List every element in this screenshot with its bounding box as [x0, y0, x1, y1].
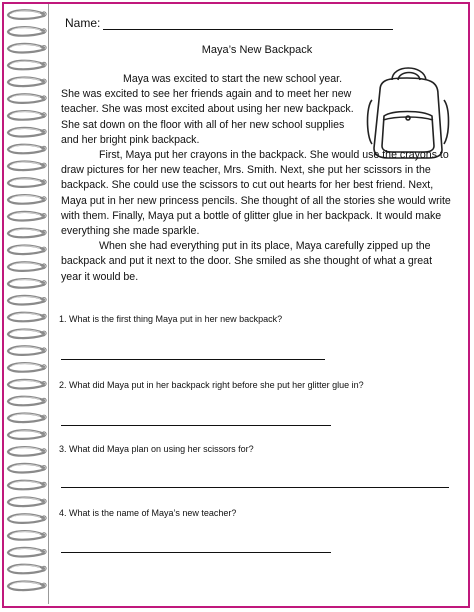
question-4: 4. What is the name of Maya’s new teacher? — [59, 508, 237, 518]
spiral-ring — [8, 245, 44, 254]
spiral-ring — [8, 145, 44, 154]
spiral-ring — [8, 565, 44, 574]
spiral-ring — [8, 413, 44, 422]
spiral-ring — [8, 497, 44, 506]
spiral-ring — [8, 77, 44, 86]
story-text — [61, 72, 455, 285]
spiral-ring — [8, 27, 44, 36]
spiral-binding — [0, 0, 52, 612]
spiral-ring — [8, 94, 44, 103]
story-title: Maya’s New Backpack — [201, 44, 313, 56]
name-label: Name: — [65, 16, 101, 30]
spiral-ring — [8, 296, 44, 305]
spiral-ring — [8, 279, 44, 288]
spiral-ring — [8, 481, 44, 490]
worksheet-sheet — [48, 4, 465, 604]
spiral-ring — [8, 195, 44, 204]
spiral-ring — [8, 10, 44, 19]
spiral-ring — [8, 464, 44, 473]
story-paragraph-1: Maya was excited to start the new school year. She was excited to see her friends again and to meet her new teacher. She was most excited about using her new backpack. She sat down on the floor with all of her new school supplies and her bright pink backpack. — [61, 73, 354, 146]
spiral-ring — [8, 581, 44, 590]
spiral-ring — [8, 531, 44, 540]
name-row — [65, 16, 393, 30]
spiral-ring — [8, 61, 44, 70]
story-paragraph-2: First, Maya put her crayons in the backpack. She would use the crayons to draw pictures for her new teacher, Mrs. Smith. Next, she put her scissors in the backpack. She could use the scissors to cut out hearts for her best friend. Next, Maya put in her new princess pencils. She thought of all the stories she would write with them. Finally, Maya put a bottle of glitter glue in her backpack. It would make everything she made sparkle. — [61, 149, 451, 238]
answer-line-2[interactable] — [61, 424, 331, 426]
story-paragraph-3: When she had everything put in its place, Maya carefully zipped up the backpack and put it next to the door. She smiled as she thought of what a great year it would be. — [61, 240, 433, 283]
name-input-line[interactable] — [103, 17, 393, 30]
spiral-ring — [8, 161, 44, 170]
answer-line-3[interactable] — [61, 486, 449, 488]
spiral-ring — [8, 229, 44, 238]
spiral-ring — [8, 44, 44, 53]
question-1: 1. What is the first thing Maya put in her new backpack? — [59, 314, 283, 324]
answer-line-4[interactable] — [61, 551, 331, 553]
spiral-ring — [8, 128, 44, 137]
answer-line-1[interactable] — [61, 358, 325, 360]
spiral-ring — [8, 313, 44, 322]
spiral-ring — [8, 329, 44, 338]
spiral-ring — [8, 262, 44, 271]
spiral-ring — [8, 212, 44, 221]
spiral-ring — [8, 346, 44, 355]
spiral-ring — [8, 430, 44, 439]
spiral-ring — [8, 397, 44, 406]
spiral-ring — [8, 447, 44, 456]
question-3: 3. What did Maya plan on using her scissors for? — [59, 444, 254, 454]
spiral-ring — [8, 380, 44, 389]
spiral-ring — [8, 548, 44, 557]
spiral-ring — [8, 178, 44, 187]
question-2: 2. What did Maya put in her backpack right before she put her glitter glue in? — [59, 380, 364, 390]
spiral-ring — [8, 111, 44, 120]
spiral-ring — [8, 514, 44, 523]
spiral-ring — [8, 363, 44, 372]
